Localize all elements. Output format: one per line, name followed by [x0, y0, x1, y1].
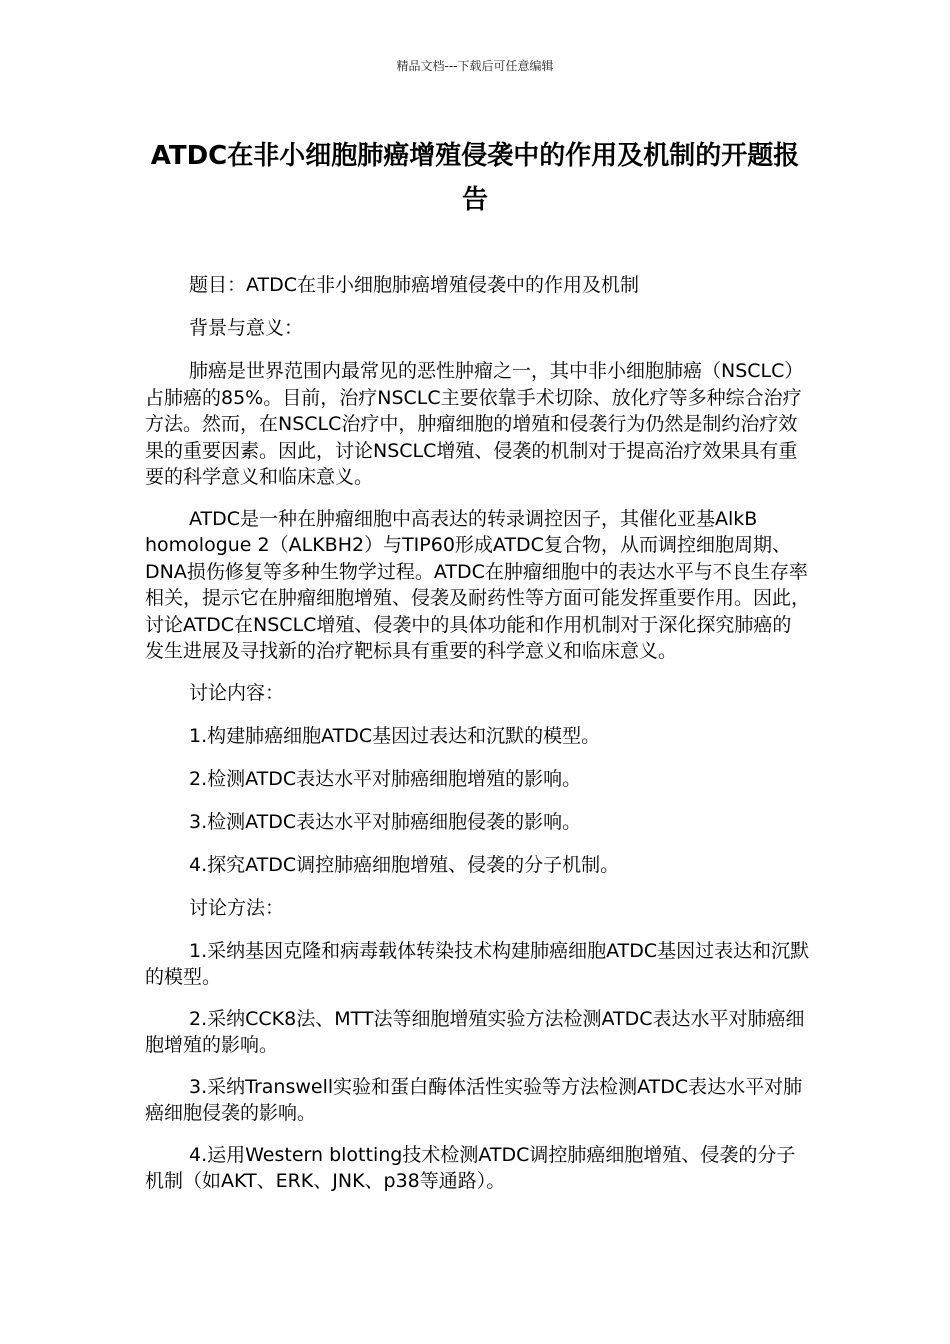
section-heading-content: 讨论内容： [189, 681, 285, 704]
content-item-3: 3.检测ATDC表达水平对肺癌细胞侵袭的影响。 [189, 810, 582, 833]
content-item-1: 1.构建肺癌细胞ATDC基因过表达和沉默的模型。 [189, 724, 601, 747]
section-heading-background: 背景与意义： [189, 317, 304, 339]
section-heading-methods: 讨论方法： [189, 896, 285, 919]
document-body [145, 272, 810, 1210]
document-title: ATDC在非小细胞肺癌增殖侵袭中的作用及机制的开题报告 [150, 141, 800, 215]
method-item-1: 1.采纳基因克隆和病毒载体转染技术构建肺癌细胞ATDC基因过表达和沉默的模型。 [145, 939, 810, 988]
content-item-2: 2.检测ATDC表达水平对肺癌细胞增殖的影响。 [189, 767, 582, 790]
method-item-3: 3.采纳Transwell实验和蛋白酶体活性实验等方法检测ATDC表达水平对肺癌细胞侵袭的影响。 [145, 1075, 803, 1124]
page-header: 精品文档---下载后可任意编辑 [396, 59, 554, 73]
content-item-4: 4.探究ATDC调控肺癌细胞增殖、侵袭的分子机制。 [189, 853, 620, 876]
method-item-2: 2.采纳CCK8法、MTT法等细胞增殖实验方法检测ATDC表达水平对肺癌细胞增殖的影响。 [145, 1007, 805, 1056]
method-item-4: 4.运用Western blotting技术检测ATDC调控肺癌细胞增殖、侵袭的分子机制（如AKT、ERK、JNK、p38等通路）。 [145, 1143, 796, 1192]
paragraph-background-2: ATDC是一种在肿瘤细胞中高表达的转录调控因子，其催化亚基AlkB homologue 2（ALKBH2）与TIP60形成ATDC复合物，从而调控细胞周期、DNA损伤修复等多种生物学过程。ATDC在肿瘤细胞中的表达水平与不良生存率相关，提示它在肿瘤细胞增殖、侵袭及耐药性等方面可能发挥重要作用。因此，讨论ATDC在NSCLC增殖、侵袭中的具体功能和作用机制对于深化探究肺癌的发生进展及寻找新的治疗靶标具有重要的科学意义和临床意义。 [145, 507, 811, 662]
topic-line: 题目：ATDC在非小细胞肺癌增殖侵袭中的作用及机制 [189, 274, 640, 296]
paragraph-background-1: 肺癌是世界范围内最常见的恶性肿瘤之一，其中非小细胞肺癌（NSCLC）占肺癌的85%。目前，治疗NSCLC主要依靠手术切除、放化疗等多种综合治疗方法。然而，在NSCLC治疗中，肿瘤细胞的增殖和侵袭行为仍然是制约治疗效果的重要因素。因此，讨论NSCLC增殖、侵袭的机制对于提高治疗效果具有重要的科学意义和临床意义。 [145, 360, 804, 488]
